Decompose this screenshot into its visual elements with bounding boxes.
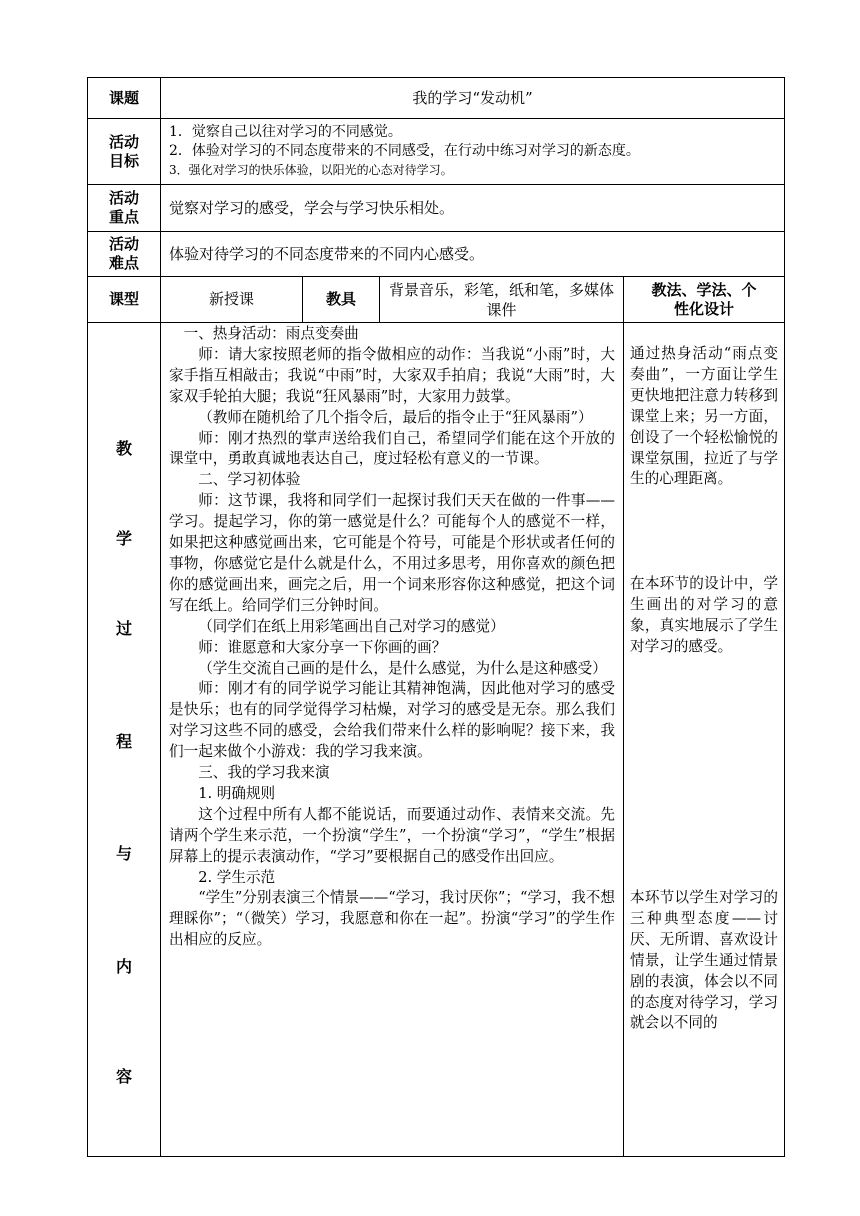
paragraph: “学生”分别表演三个情景——“学习，我讨厌你”；“学习，我不想理睬你”；“（微笑）学习，我愿意和你在一起”。扮演“学习”的学生作出相应的反应。 — [169, 889, 615, 949]
difficulty-label-text: 活动难点 — [108, 235, 139, 272]
design-label — [624, 277, 785, 323]
section-warmup-title: 一、热身活动：雨点变奏曲 — [183, 325, 359, 342]
paragraph: （学生交流自己画的是什么，是什么感觉，为什么是这种感受） — [198, 659, 607, 677]
process-char-5: 与 — [115, 844, 132, 863]
section-roleplay-title: 三、我的学习我来演 — [198, 764, 330, 782]
design-note-3: 本环节以学生对学习的三种典型态度——讨厌、无所谓、喜欢设计情景，让学生通过情景剧的表演，体会以不同的态度对待学习，学习就会以不同的 — [630, 888, 779, 1032]
paragraph: （教师在随机给了几个指令后，最后的指令止于“狂风暴雨”） — [198, 408, 593, 426]
process-row — [88, 323, 785, 1157]
lesson-plan-table — [87, 77, 785, 1157]
meta-row — [88, 277, 785, 323]
section-first-experience-title: 二、学习初体验 — [198, 471, 301, 489]
goal-item-1: 1．觉察自己以往对学习的不同感觉。 — [169, 124, 402, 140]
process-char-1: 教 — [115, 439, 132, 458]
design-label-text: 教法、学法、个性化设计 — [651, 280, 757, 318]
design-notes — [624, 323, 785, 1157]
process-char-7: 容 — [115, 1067, 132, 1086]
focus-label-text: 活动重点 — [108, 189, 139, 226]
paragraph: 这个过程中所有人都不能说话，而要通过动作、表情来交流。先请两个学生来示范，一个扮演“学生”，一个扮演“学习”，“学生”根据屏幕上的提示表演动作，“学习”要根据自己的感受作出回应。 — [169, 805, 615, 865]
paragraph: 师：这节课，我将和同学们一起探讨我们天天在做的一件事——学习。提起学习，你的第一感觉是什么？可能每个人的感觉不一样，如果把这种感觉画出来，它可能是个符号，可能是个形状或者任何的事物，你感觉它是什么就是什么，不用过多思考，用你喜欢的颜色把你的感觉画出来，画完之后，用一个词来形容你这种感觉，把这个词写在纸上。给同学们三分钟时间。 — [169, 492, 615, 614]
process-content — [161, 323, 624, 1157]
type-value: 新授课 — [161, 277, 303, 323]
design-note-1: 通过热身活动“雨点变奏曲”，一方面让学生更快地把注意力转移到课堂上来；另一方面，创设了一个轻松愉悦的课堂氛围，拉近了与学生的心理距离。 — [630, 345, 779, 488]
goal-item-3: 3．强化对学习的快乐体验，以阳光的心态对待学习。 — [169, 163, 453, 177]
focus-row — [88, 185, 785, 232]
goals-label-text: 活动目标 — [108, 132, 139, 170]
type-label: 课型 — [88, 277, 161, 323]
difficulty-row — [88, 232, 785, 277]
tools-value: 背景音乐，彩笔，纸和笔，多媒体课件 — [380, 277, 624, 323]
paragraph: 师：刚才有的同学说学习能让其精神饱满，因此他对学习的感受是快乐；也有的同学觉得学习枯燥，对学习的感受是无奈。那么我们对学习这些不同的感受，会给我们带来什么样的影响呢？接下来，我们一起来做个小游戏：我的学习我来演。 — [169, 680, 615, 761]
subsection-rules-title: 1. 明确规则 — [198, 784, 276, 802]
paragraph: 师：请大家按照老师的指令做相应的动作：当我说“小雨”时，大家手指互相敲击；我说“中雨”时，大家双手拍肩；我说“大雨”时，大家双手轮拍大腿；我说“狂风暴雨”时，大家用力鼓掌。 — [169, 345, 615, 405]
goal-item-2: 2．体验对学习的不同态度带来的不同感受，在行动中练习对学习的新态度。 — [169, 143, 640, 159]
process-char-4: 程 — [115, 732, 132, 751]
focus-value: 觉察对学习的感受，学会与学习快乐相处。 — [161, 185, 785, 232]
process-char-2: 学 — [115, 529, 132, 548]
topic-value: 我的学习“发动机” — [161, 78, 785, 119]
paragraph: （同学们在纸上用彩笔画出自己对学习的感觉） — [198, 617, 505, 635]
paragraph: 师：刚才热烈的掌声送给我们自己，希望同学们能在这个开放的课堂中，勇敢真诚地表达自己，度过轻松有意义的一节课。 — [169, 429, 615, 468]
goals-row — [88, 119, 785, 185]
subsection-demo-title: 2. 学生示范 — [198, 868, 276, 886]
process-char-6: 内 — [115, 957, 132, 976]
process-side-label — [88, 323, 161, 1157]
paragraph: 师：谁愿意和大家分享一下你画的画？ — [198, 638, 447, 656]
topic-row — [88, 78, 785, 119]
difficulty-label — [88, 232, 161, 277]
lesson-plan-page — [87, 77, 784, 1157]
tools-label: 教具 — [303, 277, 380, 323]
design-note-2: 在本环节的设计中，学生画出的对学习的意象，真实地展示了学生对学习的感受。 — [630, 575, 779, 656]
goals-label — [88, 119, 161, 185]
focus-label — [88, 185, 161, 232]
goals-list — [161, 119, 785, 185]
difficulty-value: 体验对待学习的不同态度带来的不同内心感受。 — [161, 232, 785, 277]
process-char-3: 过 — [115, 619, 132, 638]
topic-label: 课题 — [88, 78, 161, 119]
